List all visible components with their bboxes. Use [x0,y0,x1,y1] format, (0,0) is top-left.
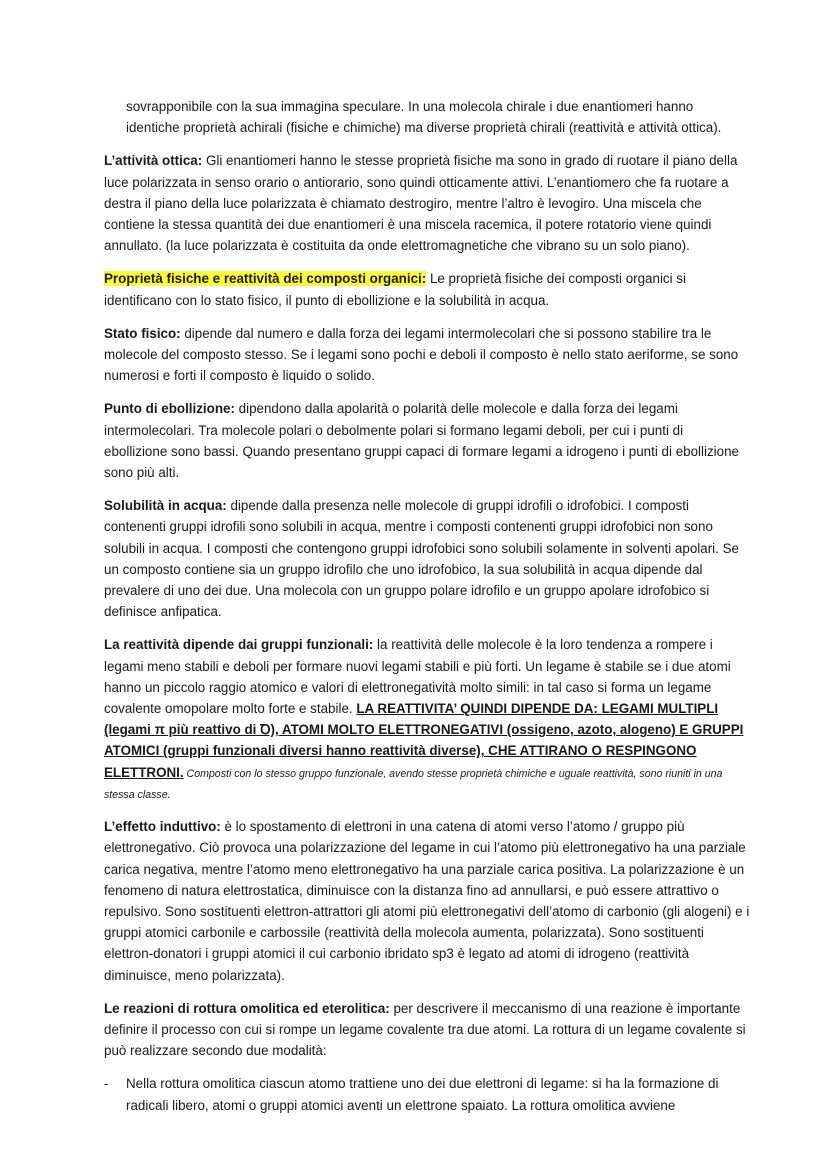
list-item-homolytic-text: Nella rottura omolitica ciascun atomo trattiene uno dei due elettroni di legame: si ha la formazione di radicali libero, atomi o gruppi atomici aventi un elettrone spaiato. La rottura omolitica avviene [126,1076,719,1113]
paragraph-water-solubility [104,495,750,622]
heading-physical-state: Stato fisico: [104,325,181,341]
heading-reactivity: La reattività dipende dai gruppi funzionali: [104,637,374,653]
paragraph-bond-breaking [104,998,750,1062]
heading-bond-breaking: Le reazioni di rottura omolitica ed eterolitica: [104,1000,390,1016]
text-reactivity-underlined: LA REATTIVITA’ QUINDI DIPENDE DA: LEGAMI MULTIPLI (legami π più reattivo di Ꝺ), ATOMI MOLTO ELETTRONEGATIVI (ossigeno, azoto, alogeno) E GRUPPI ATOMICI (gruppi funzionali diversi hanno reattività diverse), CHE ATTIRANO O RESPINGONO ELETTRONI. [104,701,744,780]
list-dash: - [104,1076,109,1092]
paragraph-physical-state [104,323,750,387]
note-reactivity: Composti con lo stesso gruppo funzionale, avendo stesse proprietà chimiche e uguale reattività, sono riuniti in una stessa classe. [104,767,723,801]
paragraph-boiling-point [104,398,750,483]
text-inductive-effect: è lo spostamento di elettroni in una catena di atomi verso l’atomo / gruppo più elettronegativo. Ciò provoca una polarizzazione del legame in cui l’atomo più elettronegativo ha una parziale carica negativa, mentre l’atomo meno elettronegativo ha una parziale carica positiva. La polarizzazione è un fenomeno di natura elettrostatica, diminuisce con la distanza fino ad annullarsi, e può essere attrattivo o repulsivo. Sono sostituenti elettron-attrattori gli atomi più elettronegativi dell’atomo di carbonio (gli alogeni) e i gruppi atomici carbonile e carbossile (reattività della molecola aumenta, polarizzata). Sono sostituenti elettron-donatori i gruppi atomici il cui carbonio ibridato sp3 è legato ad atomi di idrogeno (reattività diminuisce, meno polarizzata). [104,819,750,983]
heading-inductive-effect: L’effetto induttivo: [104,819,221,835]
paragraph-reactivity [104,634,750,804]
paragraph-inductive-effect [104,816,750,986]
heading-physical-properties-highlighted: Proprietà fisiche e reattività dei composti organici: [104,271,427,287]
text-boiling-point: dipendono dalla apolarità o polarità delle molecole e dalla forza dei legami intermolecolari. Tra molecole polari o debolmente polari si formano legami deboli, per cui i punti di ebollizione sono bassi. Quando presentano gruppi capaci di formare legami a idrogeno i punti di ebollizione sono più alti. [104,401,739,481]
list-item-homolytic [104,1073,750,1115]
text-physical-state: dipende dal numero e dalla forza dei legami intermolecolari che si possono stabilire tra le molecole del composto stesso. Se i legami sono pochi e deboli il composto è nello stato aeriforme, se sono numerosi e forti il composto è liquido o solido. [104,325,739,384]
paragraph-physical-properties [104,268,750,310]
text-bond-breaking: per descrivere il meccanismo di una reazione è importante definire il processo con cui si rompe un legame covalente tra due atomi. La rottura di un legame covalente si può realizzare secondo due modalità: [104,1000,746,1059]
heading-boiling-point: Punto di ebollizione: [104,401,235,417]
text-optical-activity: Gli enantiomeri hanno le stesse proprietà fisiche ma sono in grado di ruotare il piano della luce polarizzata in senso orario o antiorario, sono quindi otticamente attivi. L’enantiomero che fa ruotare a destra il piano della luce polarizzata è chiamato destrogiro, mentre l’altro è levogiro. Una miscela che contiene la stessa quantità dei due enantiomeri è una miscela racemica, il potere rotatorio viene quindi annullato. (la luce polarizzata è costituita da onde elettromagnetiche che vibrano su un solo piano). [104,153,738,254]
paragraph-optical-activity [104,150,750,256]
text-reactivity: la reattività delle molecole è la loro tendenza a rompere i legami meno stabili e deboli per formare nuovi legami stabili e più forti. Un legame è stabile se i due atomi hanno un piccolo raggio atomico e valori di elettronegatività molto simili: in tal caso si forma un legame covalente omopolare molto forte e stabile. [104,637,731,717]
text-water-solubility: dipende dalla presenza nelle molecole di gruppi idrofili o idrofobici. I composti contenenti gruppi idrofili sono solubili in acqua, mentre i composti contenenti gruppi idrofobici non sono solubili in acqua. I composti che contengono gruppi idrofobici sono solubili solamente in solventi apolari. Se un composto contiene sia un gruppo idrofilo che uno idrofobico, la sua solubilità in acqua dipende dal prevalere di uno dei due. Una molecola con un gruppo polare idrofilo e un gruppo apolare idrofobico si definisce anfipatica. [104,498,739,620]
paragraph-chirality-continued: sovrapponibile con la sua immagina speculare. In una molecola chirale i due enantiomeri hanno identiche proprietà achirali (fisiche e chimiche) ma diverse proprietà chirali (reattività e attività ottica). [126,99,722,136]
heading-water-solubility: Solubilità in acqua: [104,498,227,514]
heading-optical-activity: L’attività ottica: [104,153,203,169]
text-physical-properties: Le proprietà fisiche dei composti organici si identificano con lo stato fisico, il punto di ebollizione e la solubilità in acqua. [104,271,686,308]
